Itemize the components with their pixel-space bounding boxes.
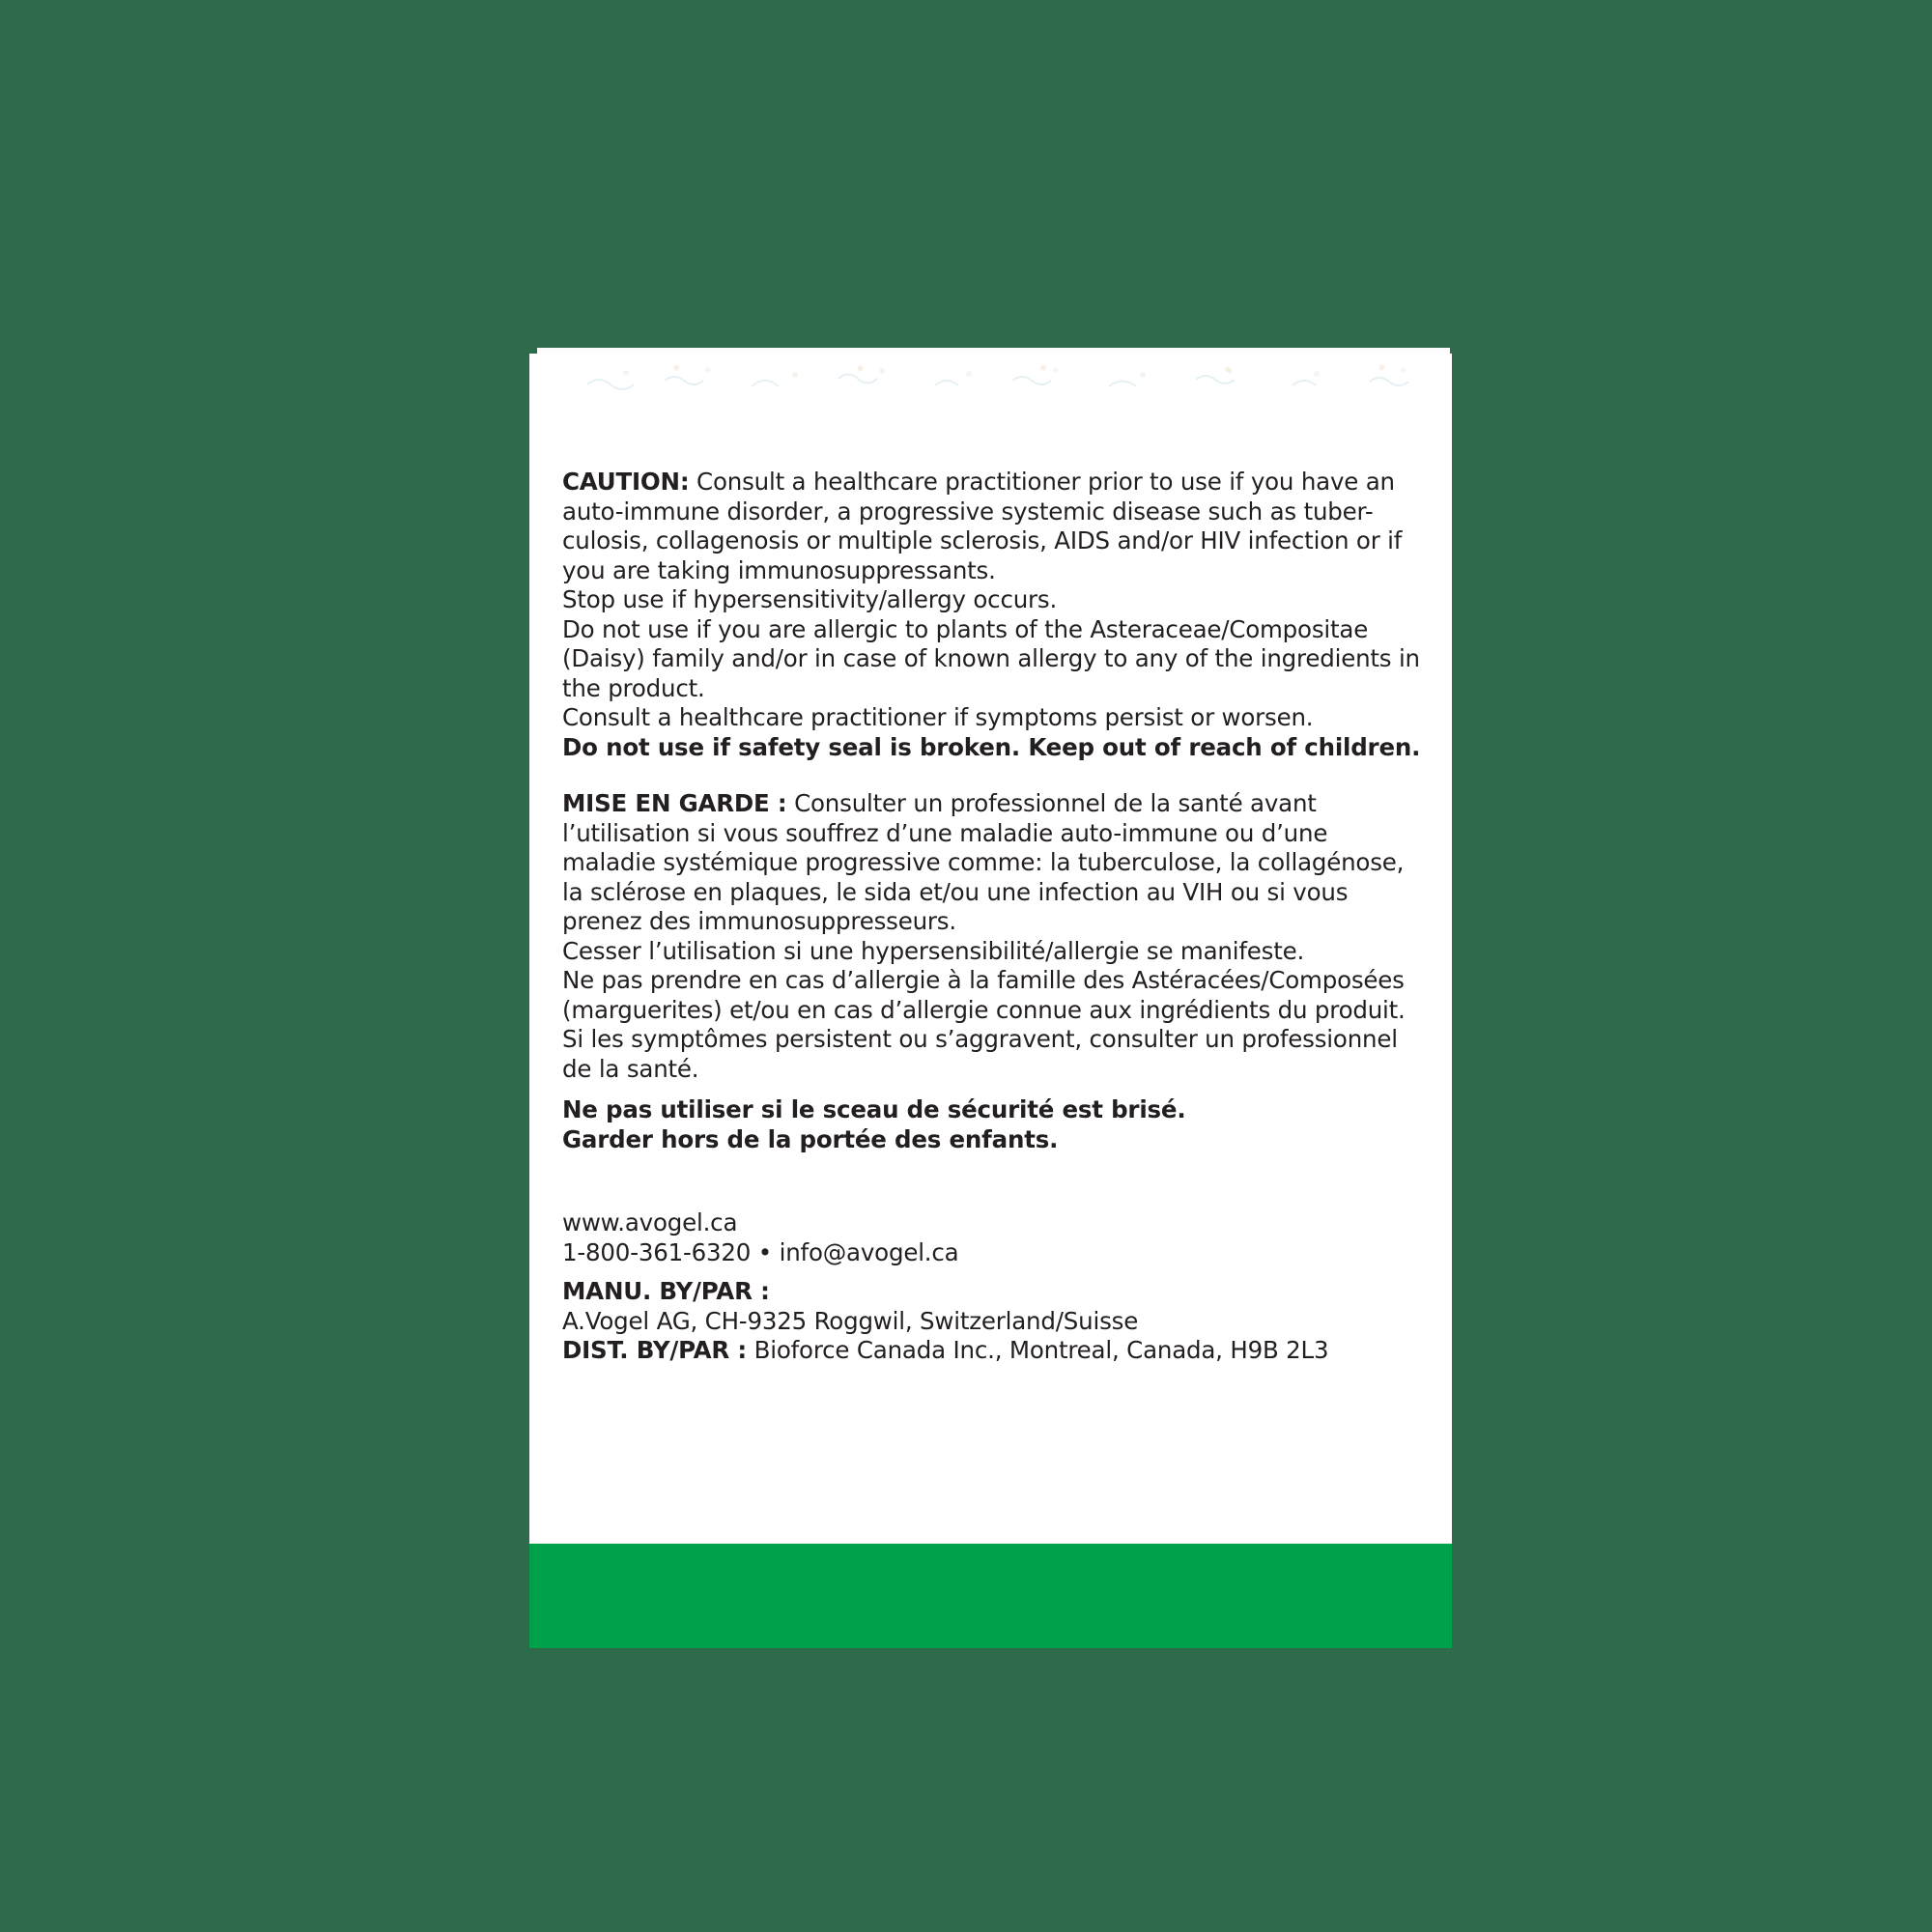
footer-spacer xyxy=(562,1267,1422,1277)
panel-text-content xyxy=(562,468,1422,1366)
mise-en-garde-sceau-line: Ne pas utiliser si le sceau de sécurité est brisé. xyxy=(562,1095,1186,1123)
mise-en-garde-body: Consulter un professionnel de la santé avant l’utilisation si vous souffrez d’une maladie auto-immune ou d’une maladie systémique progressive comme: la tuberculose, la collagénose, la sclérose en plaques, le sida et/ou une infection au VIH ou si vous prenez des immunosuppresseurs. xyxy=(562,789,1405,935)
mise-en-garde-cesser-line: Cesser l’utilisation si une hypersensibilité/allergie se manifeste. xyxy=(562,936,1305,965)
distributor-line xyxy=(562,1336,1422,1366)
package-box-back-panel xyxy=(529,354,1452,1648)
mise-en-garde-main-paragraph xyxy=(562,789,1422,937)
distributor-label: DIST. BY/PAR : xyxy=(562,1336,748,1364)
caution-do-not-use-line: Do not use if you are allergic to plants of the Asteraceae/Compositae (Daisy) family and/or in case of known allergy to any of the ingredients in the product. xyxy=(562,614,1420,702)
manufacturer-value: A.Vogel AG, CH-9325 Roggwil, Switzerland/Suisse xyxy=(562,1306,1139,1335)
caution-heading: CAUTION: xyxy=(562,468,690,496)
caution-consult-line: Consult a healthcare practitioner if symptoms persist or worsen. xyxy=(562,703,1314,731)
green-accent-band xyxy=(529,1544,1452,1648)
contact-line[interactable]: 1-800-361-6320 • info@avogel.ca xyxy=(562,1237,959,1266)
caution-safety-seal-line: Do not use if safety seal is broken. Keep out of reach of children. xyxy=(562,732,1421,761)
decorative-pattern-strip xyxy=(529,361,1452,394)
manufacturer-label: MANU. BY/PAR : xyxy=(562,1277,770,1305)
mise-en-garde-enfants-line: Garder hors de la portée des enfants. xyxy=(562,1124,1059,1153)
mise-en-garde-block xyxy=(562,789,1422,1154)
mise-en-garde-symptomes-line: Si les symptômes persistent ou s’aggravent, consulter un professionnel de la santé. xyxy=(562,1025,1398,1083)
caution-block xyxy=(562,468,1422,762)
caution-main-paragraph xyxy=(562,468,1422,585)
caution-stop-use-line: Stop use if hypersensitivity/allergy occurs. xyxy=(562,585,1058,613)
section-divider-spacer xyxy=(562,762,1422,789)
website-line[interactable]: www.avogel.ca xyxy=(562,1208,738,1236)
caution-body: Consult a healthcare practitioner prior to use if you have an auto-immune disorder, a progressive systemic disease such as tuber-culosis, collagenosis or multiple sclerosis, AIDS and/or HIV infection or if you are taking immunosuppressants. xyxy=(562,468,1403,584)
mise-en-garde-ne-pas-prendre-line: Ne pas prendre en cas d’allergie à la famille des Astéracées/Composées (marguerites) et/ou en cas d’allergie connue aux ingrédients du produit. xyxy=(562,966,1406,1024)
bold-lines-spacer xyxy=(562,1084,1422,1095)
mise-en-garde-heading: MISE EN GARDE : xyxy=(562,789,787,817)
distributor-value: Bioforce Canada Inc., Montreal, Canada, H9B 2L3 xyxy=(747,1336,1329,1364)
footer-block xyxy=(562,1208,1422,1366)
